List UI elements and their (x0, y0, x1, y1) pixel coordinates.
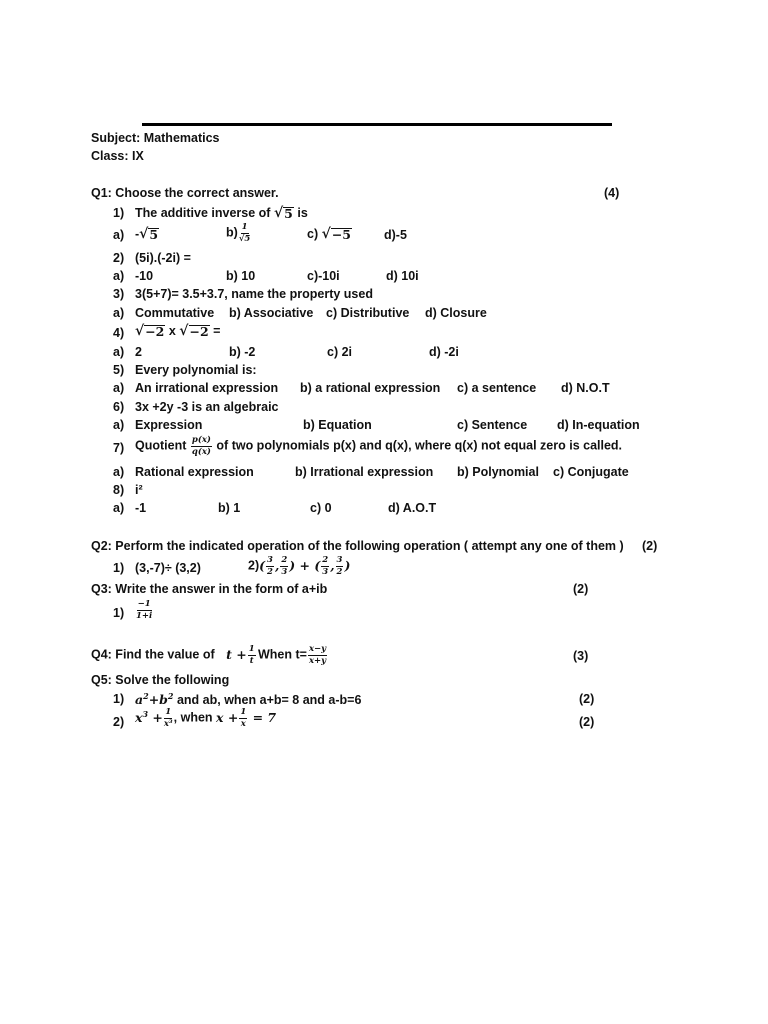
q1-item5-question: Every polynomial is: (135, 363, 257, 377)
subject-label: Subject: Mathematics (91, 131, 220, 145)
option-b: b) 10 (226, 269, 256, 283)
q1-item-number: 7) (113, 441, 125, 455)
option-b: b) a rational expression (300, 381, 441, 395)
fraction: $\frac{x-y}{x+y}$ (308, 644, 327, 666)
option-b: b) Associative (229, 306, 314, 320)
option-label: a) (113, 306, 125, 320)
option-label: a) (113, 418, 125, 432)
q1-item4-question (135, 324, 220, 338)
sqrt-expression: √ 5 (139, 226, 159, 242)
option-c: c) 0 (310, 501, 332, 515)
q1-marks: (4) (604, 186, 620, 200)
q4-marks: (3) (573, 649, 589, 663)
sqrt-expression: √ −5 (321, 226, 351, 242)
q5-item1-marks: (2) (579, 692, 595, 706)
option-label: a) (113, 501, 125, 515)
option-d: d)-5 (384, 228, 407, 242)
option-a: Expression (135, 418, 203, 432)
q1-item3-question: 3(5+7)= 3.5+3.7, name the property used (135, 287, 373, 301)
option-a: 2 (135, 345, 142, 359)
option-c: c) 2i (327, 345, 353, 359)
question-text-tail: of two polynomials p(x) and q(x), where q(x) not equal zero is called. (216, 438, 623, 453)
q3-title: Q3: Write the answer in the form of a+ib (91, 582, 328, 596)
t-plus-reciprocal: t + $\frac{1}{t}$ (226, 644, 255, 666)
option-b (226, 223, 251, 243)
option-b-label: b) (226, 225, 238, 240)
question-text-tail: is (297, 206, 308, 220)
minus-sign: - (135, 227, 140, 241)
q1-item-number: 4) (113, 326, 125, 340)
q5-item2-marks: (2) (579, 715, 595, 729)
q2-marks: (2) (642, 539, 658, 553)
q4-condition (258, 645, 328, 665)
option-d: c) Conjugate (553, 465, 629, 479)
option-label: a) (113, 345, 125, 359)
q2-item2-number: 2) (248, 558, 260, 573)
q3-marks: (2) (573, 582, 589, 596)
q1-item1-question (135, 206, 308, 220)
q3-item-number: 1) (113, 606, 125, 620)
q1-item8-question: i² (135, 483, 143, 497)
q2-item-number: 1) (113, 561, 125, 575)
fraction: $\frac{-1}{1+i}$ (136, 599, 153, 621)
option-c: c)-10i (307, 269, 340, 283)
sqrt-expression: √ 5 (273, 205, 293, 221)
option-label: a) (113, 381, 125, 395)
q4-when-label: When t= (258, 647, 307, 662)
option-a: Commutative (135, 306, 215, 320)
q1-item-number: 6) (113, 400, 125, 414)
q2-title: Q2: Perform the indicated operation of the following operation ( attempt any one of them ) (91, 539, 624, 553)
q1-item-number: 1) (113, 206, 125, 220)
option-label: a) (113, 465, 125, 479)
option-d: d) Closure (425, 306, 487, 320)
q4-title: Q4: Find the value of (91, 647, 215, 662)
option-d: d) In-equation (557, 418, 640, 432)
q5-item1 (135, 692, 361, 707)
option-d: d) N.O.T (561, 381, 610, 395)
fraction: $\frac{1}{√5}$ (238, 222, 251, 244)
q1-item7-question (135, 436, 622, 456)
option-c: c) Sentence (457, 418, 528, 432)
option-c: b) Polynomial (457, 465, 539, 479)
option-label: a) (113, 228, 125, 242)
option-b: b) -2 (229, 345, 256, 359)
sqrt-expression: √ −2 (135, 323, 165, 339)
q2-item1: (3,-7)÷ (3,2) (135, 561, 201, 575)
class-label: Class: IX (91, 149, 144, 163)
equals-sign: = (213, 324, 221, 338)
question-text: Quotient (135, 438, 187, 453)
option-a: -10 (135, 269, 154, 283)
option-d: d) 10i (386, 269, 419, 283)
option-c: c) a sentence (457, 381, 537, 395)
option-a: An irrational expression (135, 381, 279, 395)
times-sign: x (168, 324, 176, 338)
option-b: b) 1 (218, 501, 241, 515)
q1-item-number: 3) (113, 287, 125, 301)
q1-item2-question: (5i).(-2i) = (135, 251, 191, 265)
q1-item-number: 5) (113, 363, 125, 377)
q1-item-number: 2) (113, 251, 125, 265)
q5-title: Q5: Solve the following (91, 673, 230, 687)
q2-item2 (248, 556, 350, 576)
q5-item-number: 2) (113, 715, 125, 729)
cube-expression: $x^3$ + $\frac{1}{\text{x³}}$ (135, 707, 173, 729)
ordered-pair-expression: ( $\frac{3}{2}$ , $\frac{2}{3}$ ) + ( $\frac{2}{3}$ , $\frac{3}{2}$ ) (259, 555, 351, 577)
option-b: b) Equation (303, 418, 372, 432)
option-b: b) Irrational expression (295, 465, 434, 479)
q4-question (91, 645, 257, 665)
option-a: -1 (135, 501, 147, 515)
q5-item2-when: , when (173, 710, 213, 725)
q1-item-number: 8) (113, 483, 125, 497)
condition-expression: x + $\frac{1}{x}$ = 7 (216, 707, 277, 729)
option-a (135, 227, 159, 241)
question-text: The additive inverse of (135, 206, 271, 220)
header-rule (142, 123, 612, 126)
q5-item2 (135, 708, 276, 728)
option-d: d) -2i (429, 345, 459, 359)
q1-title: Q1: Choose the correct answer. (91, 186, 279, 200)
fraction: $\frac{p(x)}{q(x)}$ (191, 435, 211, 457)
sqrt-expression: √ −2 (179, 323, 209, 339)
sum-of-squares-expression: $a^2+b^2$ (135, 691, 174, 708)
option-d: d) A.O.T (388, 501, 437, 515)
option-c-label: c) (307, 227, 319, 241)
q1-item6-question: 3x +2y -3 is an algebraic (135, 400, 279, 414)
option-a: Rational expression (135, 465, 254, 479)
q3-expression (135, 600, 153, 620)
q5-item1-text: and ab, when a+b= 8 and a-b=6 (176, 693, 362, 708)
q5-item-number: 1) (113, 692, 125, 706)
option-c: c) Distributive (326, 306, 410, 320)
option-label: a) (113, 269, 125, 283)
option-c (307, 227, 352, 241)
